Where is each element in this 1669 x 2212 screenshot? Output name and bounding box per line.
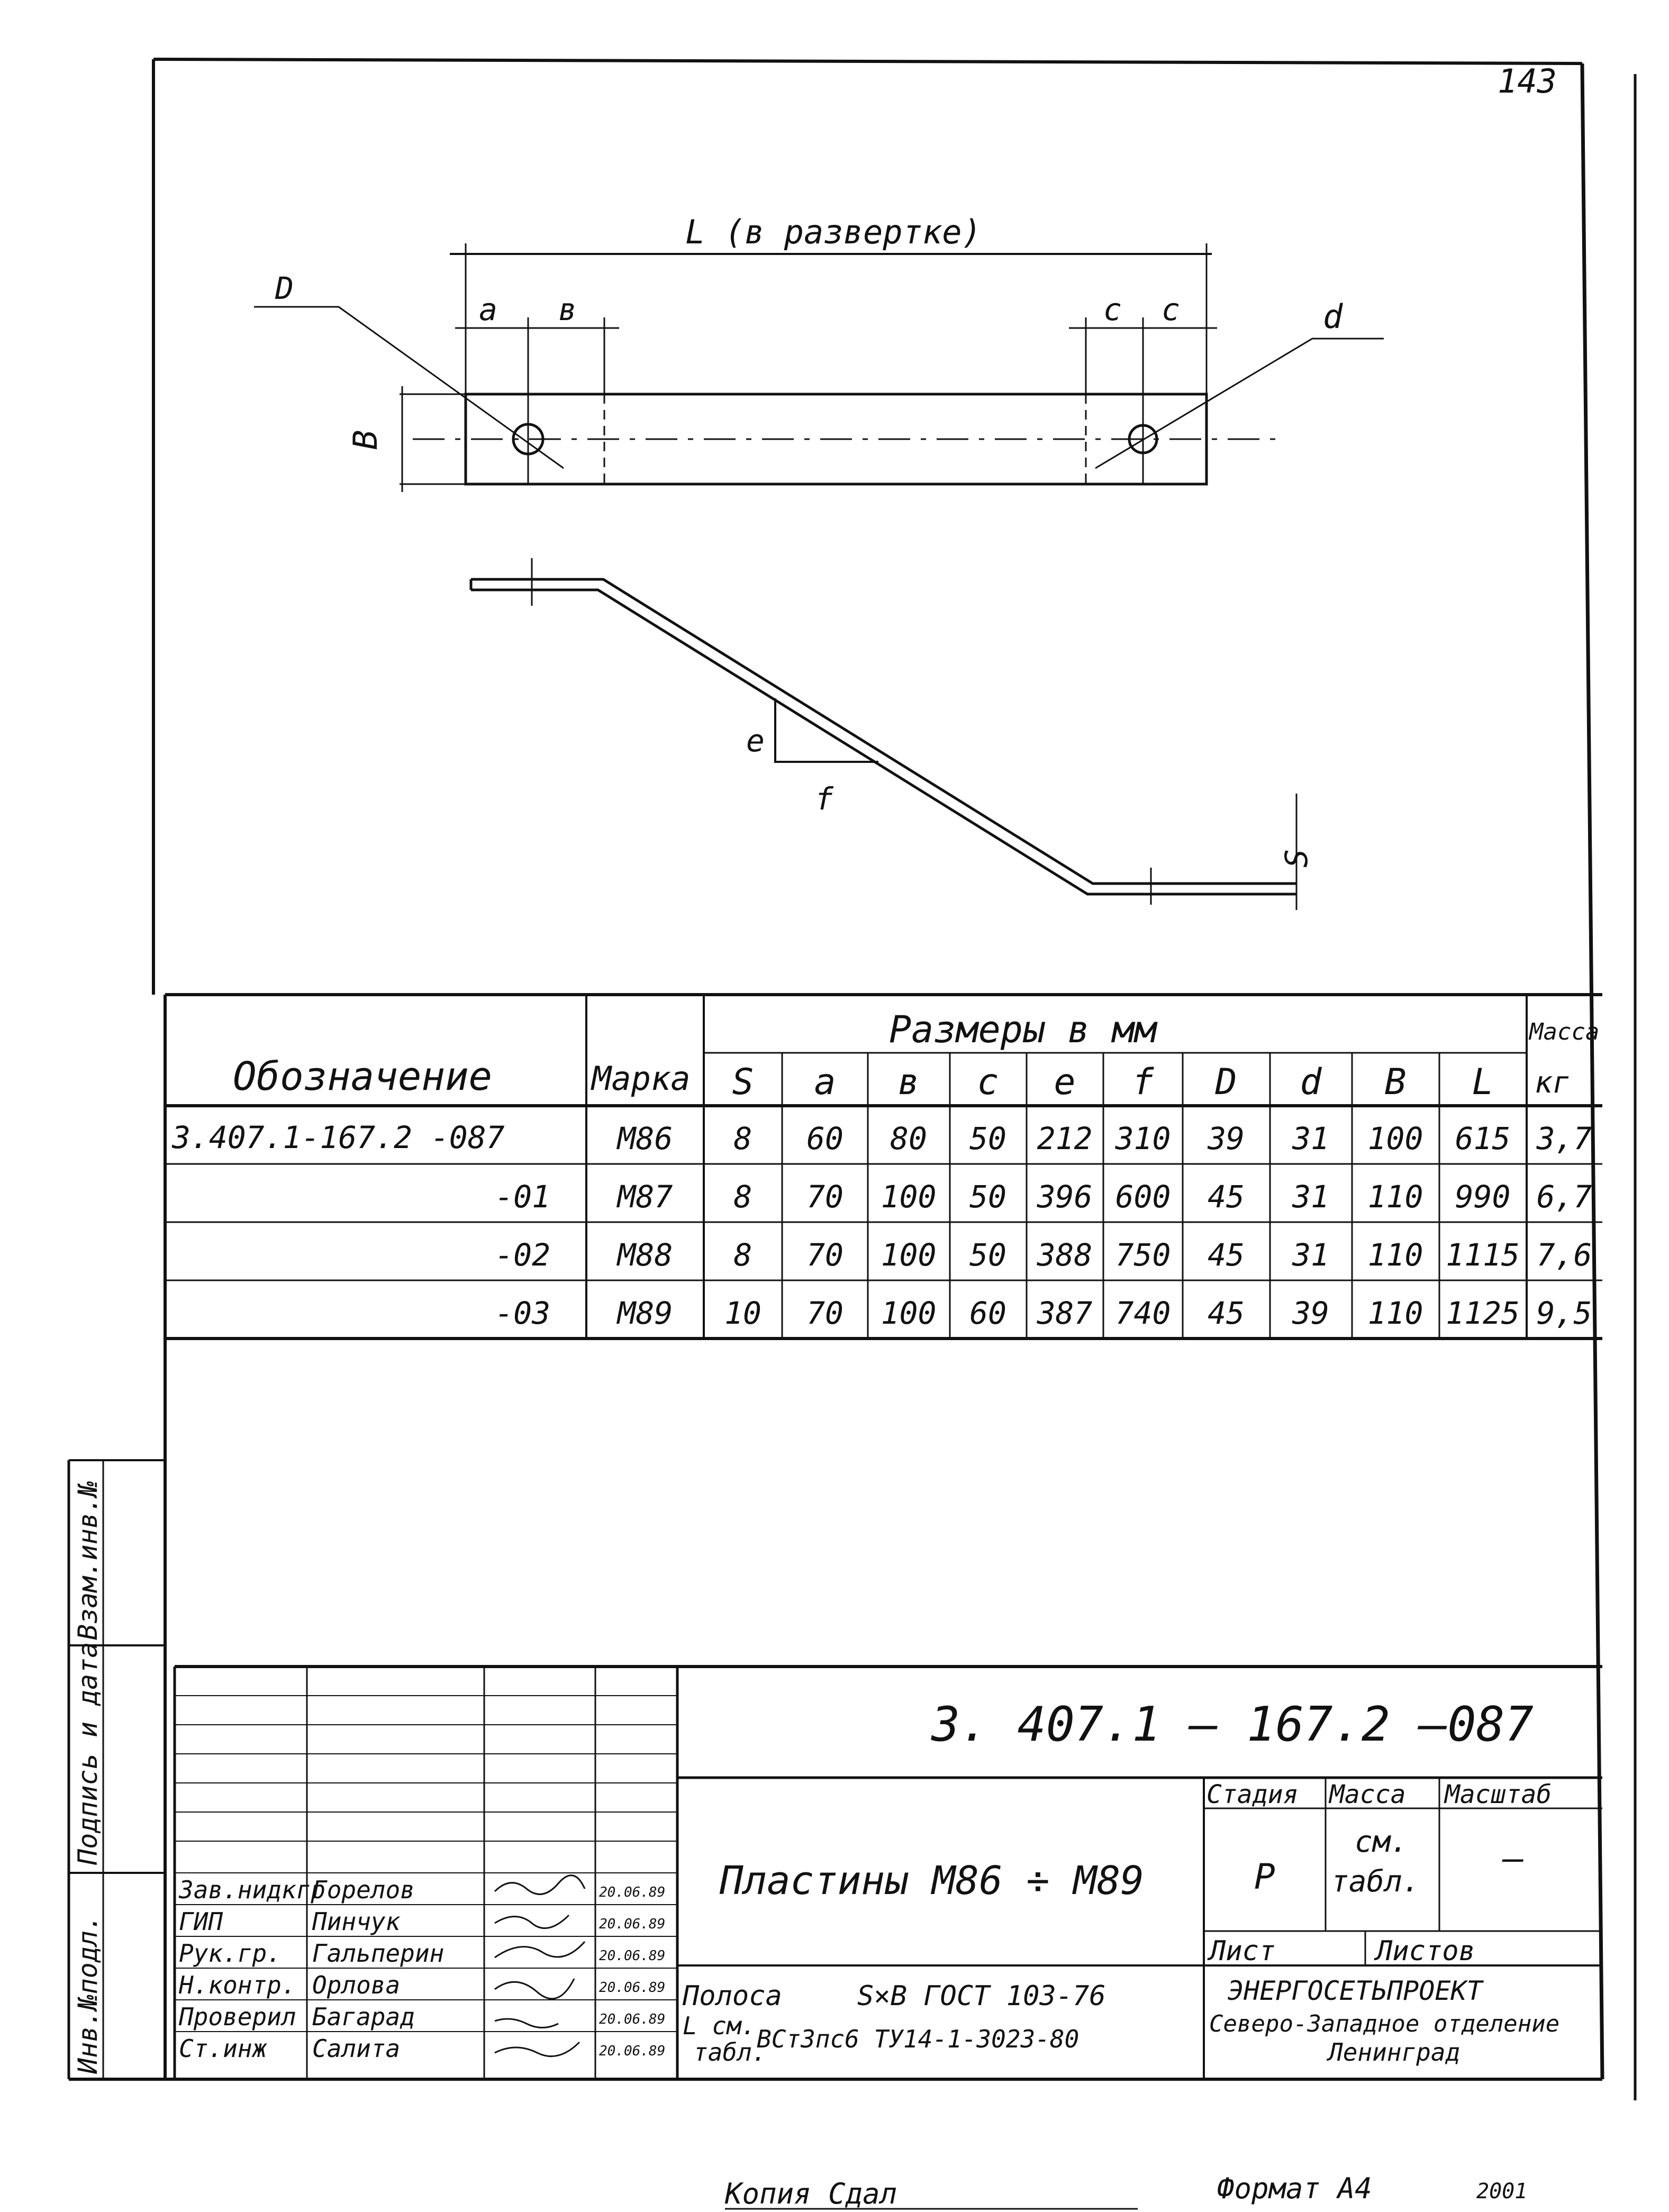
table-row [495,1295,1592,1331]
footer-copied: Копия Сдал [725,2177,897,2210]
dim-a-label: a [479,292,497,327]
cell-S: 10 [724,1295,761,1331]
plate-top-view [254,243,1384,492]
cell-a: 70 [806,1295,843,1331]
cell-mass: 9,5 [1536,1295,1592,1331]
staff-role: Ст.инж [179,2034,267,2063]
cell-S: 8 [733,1179,752,1215]
staff-date: 20.06.89 [599,2011,666,2027]
dim-B-label: B [346,430,385,450]
staff-name: Гальперин [312,1939,445,1968]
cell-f: 600 [1115,1179,1171,1215]
staff-name: Салита [312,2034,401,2063]
stage-value: Р [1254,1856,1275,1897]
plate-side-view [471,558,1296,910]
col-header-B: B [1384,1061,1407,1103]
col-header-d: d [1300,1061,1322,1103]
cell-D: 39 [1208,1121,1245,1157]
col-header-a: a [814,1061,836,1103]
cell-f: 310 [1115,1121,1171,1157]
table-header-mark: Марка [592,1059,691,1098]
table-header-sizes: Размеры в мм [889,1008,1157,1051]
cell-c: 50 [969,1237,1006,1273]
cell-b: 100 [881,1237,937,1273]
staff-role: Проверил [179,2002,296,2031]
dimension-table-grid [165,995,1602,1339]
col-header-S: S [732,1061,754,1103]
doc-number: 3. 407.1 – 167.2 –087 [931,1697,1534,1752]
cell-B: 100 [1367,1121,1423,1157]
dim-f-label: f [815,781,833,817]
dim-s-label: S [1278,849,1314,868]
cell-c: 50 [969,1121,1006,1157]
material-2: S×B ГОСТ 103-76 [857,1980,1106,2012]
col-header-L: L [1472,1061,1494,1103]
staff-date: 20.06.89 [599,1885,666,1900]
org-branch: Северо-Западное отделение [1209,2010,1560,2037]
dim-d-label: d [1323,297,1343,336]
mass-value-2: табл. [1331,1864,1420,1899]
footer-format: Формат А4 [1217,2172,1372,2205]
org-city: Ленинград [1328,2038,1461,2067]
dim-L-label: L (в развертке) [685,213,982,251]
table-column-headers [732,1061,1494,1103]
table-header-designation: Обозначение [233,1054,493,1099]
stamp-inv-repl: Взам.инв.№ [72,1480,103,1640]
cell-f: 750 [1115,1237,1171,1273]
cell-b: 80 [890,1121,927,1157]
staff-row [179,1907,665,1936]
cell-c: 60 [969,1295,1006,1331]
cell-S: 8 [733,1121,752,1157]
staff-role: ГИП [179,1907,223,1936]
sheet-label: Лист [1209,1935,1276,1967]
cell-mass: 6,7 [1536,1179,1592,1215]
row-designation: -03 [495,1295,550,1331]
cell-e: 212 [1037,1121,1093,1157]
cell-d: 31 [1292,1237,1329,1273]
dim-D-label: D [275,270,294,306]
row-mark: М89 [617,1295,673,1331]
cell-B: 110 [1367,1179,1423,1215]
staff-row [178,1971,665,1999]
cell-f: 740 [1115,1295,1171,1331]
cell-L: 990 [1455,1179,1511,1215]
staff-list [178,1876,665,2063]
page-number: 143 [1498,62,1557,101]
stage-label: Стадия [1207,1780,1299,1809]
org-name: ЭНЕРГОСЕТЬПРОЕКТ [1228,1976,1483,2006]
table-row [495,1179,1592,1215]
cell-B: 110 [1367,1295,1423,1331]
staff-row [178,2002,665,2031]
staff-row [178,1876,665,1904]
cell-a: 70 [806,1237,843,1273]
dim-c2-label: c [1162,292,1180,327]
staff-date: 20.06.89 [599,1980,666,1996]
cell-e: 388 [1037,1237,1093,1273]
cell-L: 1115 [1446,1237,1520,1273]
staff-row [179,2034,665,2063]
material-1: Полоса [683,1980,782,2012]
doc-title: Пластины М86 ÷ М89 [720,1858,1144,1904]
row-mark: М88 [617,1237,673,1273]
staff-date: 20.06.89 [599,1916,666,1932]
row-designation: -01 [495,1179,550,1215]
cell-L: 1125 [1446,1295,1520,1331]
table-header-mass: Масса [1529,1018,1600,1045]
footer-extra: 2001 [1476,2179,1528,2204]
cell-d: 39 [1292,1295,1329,1331]
row-mark: М86 [617,1121,673,1157]
staff-name: Багарад [312,2002,415,2031]
material-3: L см. [683,2011,756,2040]
cell-D: 45 [1208,1295,1245,1331]
staff-date: 20.06.89 [599,1948,666,1964]
row-mark: М87 [617,1179,673,1215]
col-header-b: в [897,1061,920,1103]
col-header-e: e [1054,1061,1076,1103]
staff-date: 20.06.89 [599,2043,666,2059]
dim-e-label: e [746,723,765,759]
sheets-label: Листов [1376,1935,1475,1967]
col-header-c: c [977,1061,999,1103]
cell-L: 615 [1455,1121,1511,1157]
cell-a: 70 [806,1179,843,1215]
table-header-mass-unit: кг [1535,1066,1571,1100]
cell-d: 31 [1292,1179,1329,1215]
staff-row [179,1939,665,1968]
staff-name: Орлова [312,1971,401,1999]
staff-role: Рук.гр. [179,1939,282,1968]
staff-name: Пинчук [312,1907,401,1936]
table-row [171,1119,1592,1157]
row-designation: -02 [495,1237,550,1273]
staff-role: Зав.нидкгр [179,1876,325,1904]
cell-mass: 3,7 [1536,1121,1592,1157]
cell-mass: 7,6 [1536,1237,1592,1273]
cell-b: 100 [881,1179,937,1215]
signatures [495,1876,585,2056]
cell-B: 110 [1367,1237,1423,1273]
cell-c: 50 [969,1179,1006,1215]
col-header-D: D [1215,1061,1237,1103]
dim-c1-label: c [1103,292,1122,327]
row-designation: 3.407.1-167.2 -087 [172,1119,505,1155]
material-5: ВСт3пс6 ТУ14-1-3023-80 [757,2025,1080,2053]
staff-name: Горелов [312,1876,415,1904]
cell-a: 60 [806,1121,843,1157]
cell-D: 45 [1208,1179,1245,1215]
scale-value: — [1503,1838,1524,1879]
stamp-sign-date: Подпись и дата [72,1642,103,1865]
cell-D: 45 [1208,1237,1245,1273]
cell-e: 396 [1037,1179,1093,1215]
stamp-inv-orig: Инв.№подл. [72,1914,103,2074]
cell-d: 31 [1292,1121,1329,1157]
cell-S: 8 [733,1237,752,1273]
scale-label: Масштаб [1445,1780,1552,1809]
material-4: табл. [693,2038,767,2067]
cell-e: 387 [1037,1295,1093,1331]
mass-value-1: см. [1355,1825,1409,1859]
mass-label: Масса [1329,1780,1406,1809]
staff-role: Н.контр. [179,1971,296,1999]
dim-b-label: в [558,292,577,327]
table-row [495,1237,1592,1273]
cell-b: 100 [881,1295,937,1331]
col-header-f: f [1132,1061,1154,1103]
